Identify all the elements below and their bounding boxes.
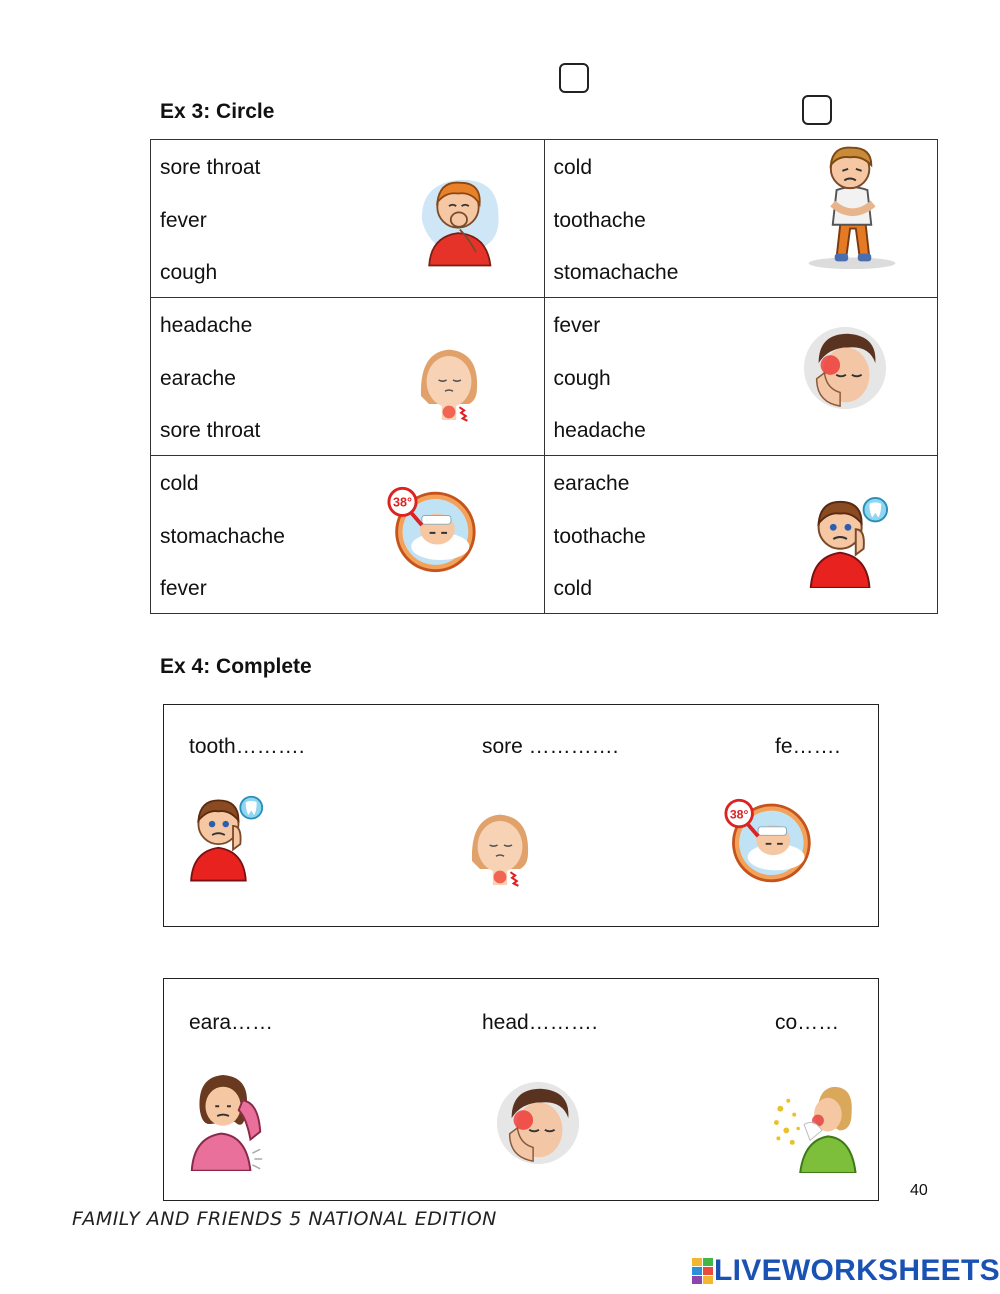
fill-in-word[interactable]: sore …………. xyxy=(482,735,619,758)
exercise4-box-1 xyxy=(163,704,879,927)
option-word[interactable]: cough xyxy=(553,366,611,390)
liveworksheets-logo[interactable] xyxy=(692,1254,1000,1288)
option-word[interactable]: headache xyxy=(160,314,253,337)
option-word[interactable]: cough xyxy=(160,261,218,284)
stomachache-boy-icon xyxy=(803,140,901,270)
brand-blocks-icon xyxy=(692,1258,714,1284)
exercise3-cell xyxy=(544,298,938,456)
exercise4-title: Ex 4: Complete xyxy=(160,655,312,678)
brand-name: LIVEWORKSHEETS xyxy=(714,1254,1000,1287)
answer-checkbox-2[interactable] xyxy=(802,95,832,125)
page-number: 40 xyxy=(910,1182,928,1199)
option-word[interactable]: fever xyxy=(160,577,207,600)
option-word[interactable]: sore throat xyxy=(160,156,261,179)
exercise4-box-2 xyxy=(163,978,879,1201)
sneezing-woman-icon xyxy=(770,1079,860,1173)
coughing-boy-icon xyxy=(413,164,503,268)
exercise3-cell xyxy=(544,456,938,614)
sore-throat-girl-icon xyxy=(464,799,536,891)
fever-child-icon xyxy=(724,797,814,885)
toothache-boy-icon xyxy=(182,787,264,883)
exercise3-cell xyxy=(151,456,545,614)
exercise3-title: Ex 3: Circle xyxy=(160,100,275,123)
option-word[interactable]: toothache xyxy=(553,524,646,548)
fill-in-word[interactable]: fe……. xyxy=(775,735,841,758)
option-word[interactable]: cold xyxy=(553,156,593,179)
book-title: FAMILY AND FRIENDS 5 NATIONAL EDITION xyxy=(72,1208,497,1230)
option-word[interactable]: fever xyxy=(553,314,601,337)
toothache-boy-icon xyxy=(801,490,889,588)
headache-man-icon xyxy=(494,1079,582,1167)
option-word[interactable]: sore throat xyxy=(160,419,261,442)
option-word[interactable]: stomachache xyxy=(160,524,285,548)
fill-in-word[interactable]: co…… xyxy=(775,1011,840,1034)
option-word[interactable]: stomachache xyxy=(553,261,679,284)
option-word[interactable]: earache xyxy=(553,472,630,495)
option-word[interactable]: fever xyxy=(160,208,207,232)
exercise3-table xyxy=(150,139,938,614)
exercise3-cell xyxy=(151,140,545,298)
earache-girl-icon xyxy=(182,1063,270,1171)
fill-in-word[interactable]: tooth………. xyxy=(189,735,305,758)
fill-in-word[interactable]: head………. xyxy=(482,1011,598,1034)
option-word[interactable]: headache xyxy=(553,419,646,442)
option-word[interactable]: cold xyxy=(553,577,593,600)
headache-man-icon xyxy=(801,324,889,412)
sore-throat-girl-icon xyxy=(413,334,485,426)
option-word[interactable]: earache xyxy=(160,366,236,390)
fever-child-icon xyxy=(387,486,479,574)
exercise3-cell xyxy=(151,298,545,456)
option-word[interactable]: cold xyxy=(160,472,199,495)
fill-in-word[interactable]: eara…… xyxy=(189,1011,274,1034)
exercise3-cell xyxy=(544,140,938,298)
answer-checkbox-1[interactable] xyxy=(559,63,589,93)
option-word[interactable]: toothache xyxy=(553,208,646,232)
